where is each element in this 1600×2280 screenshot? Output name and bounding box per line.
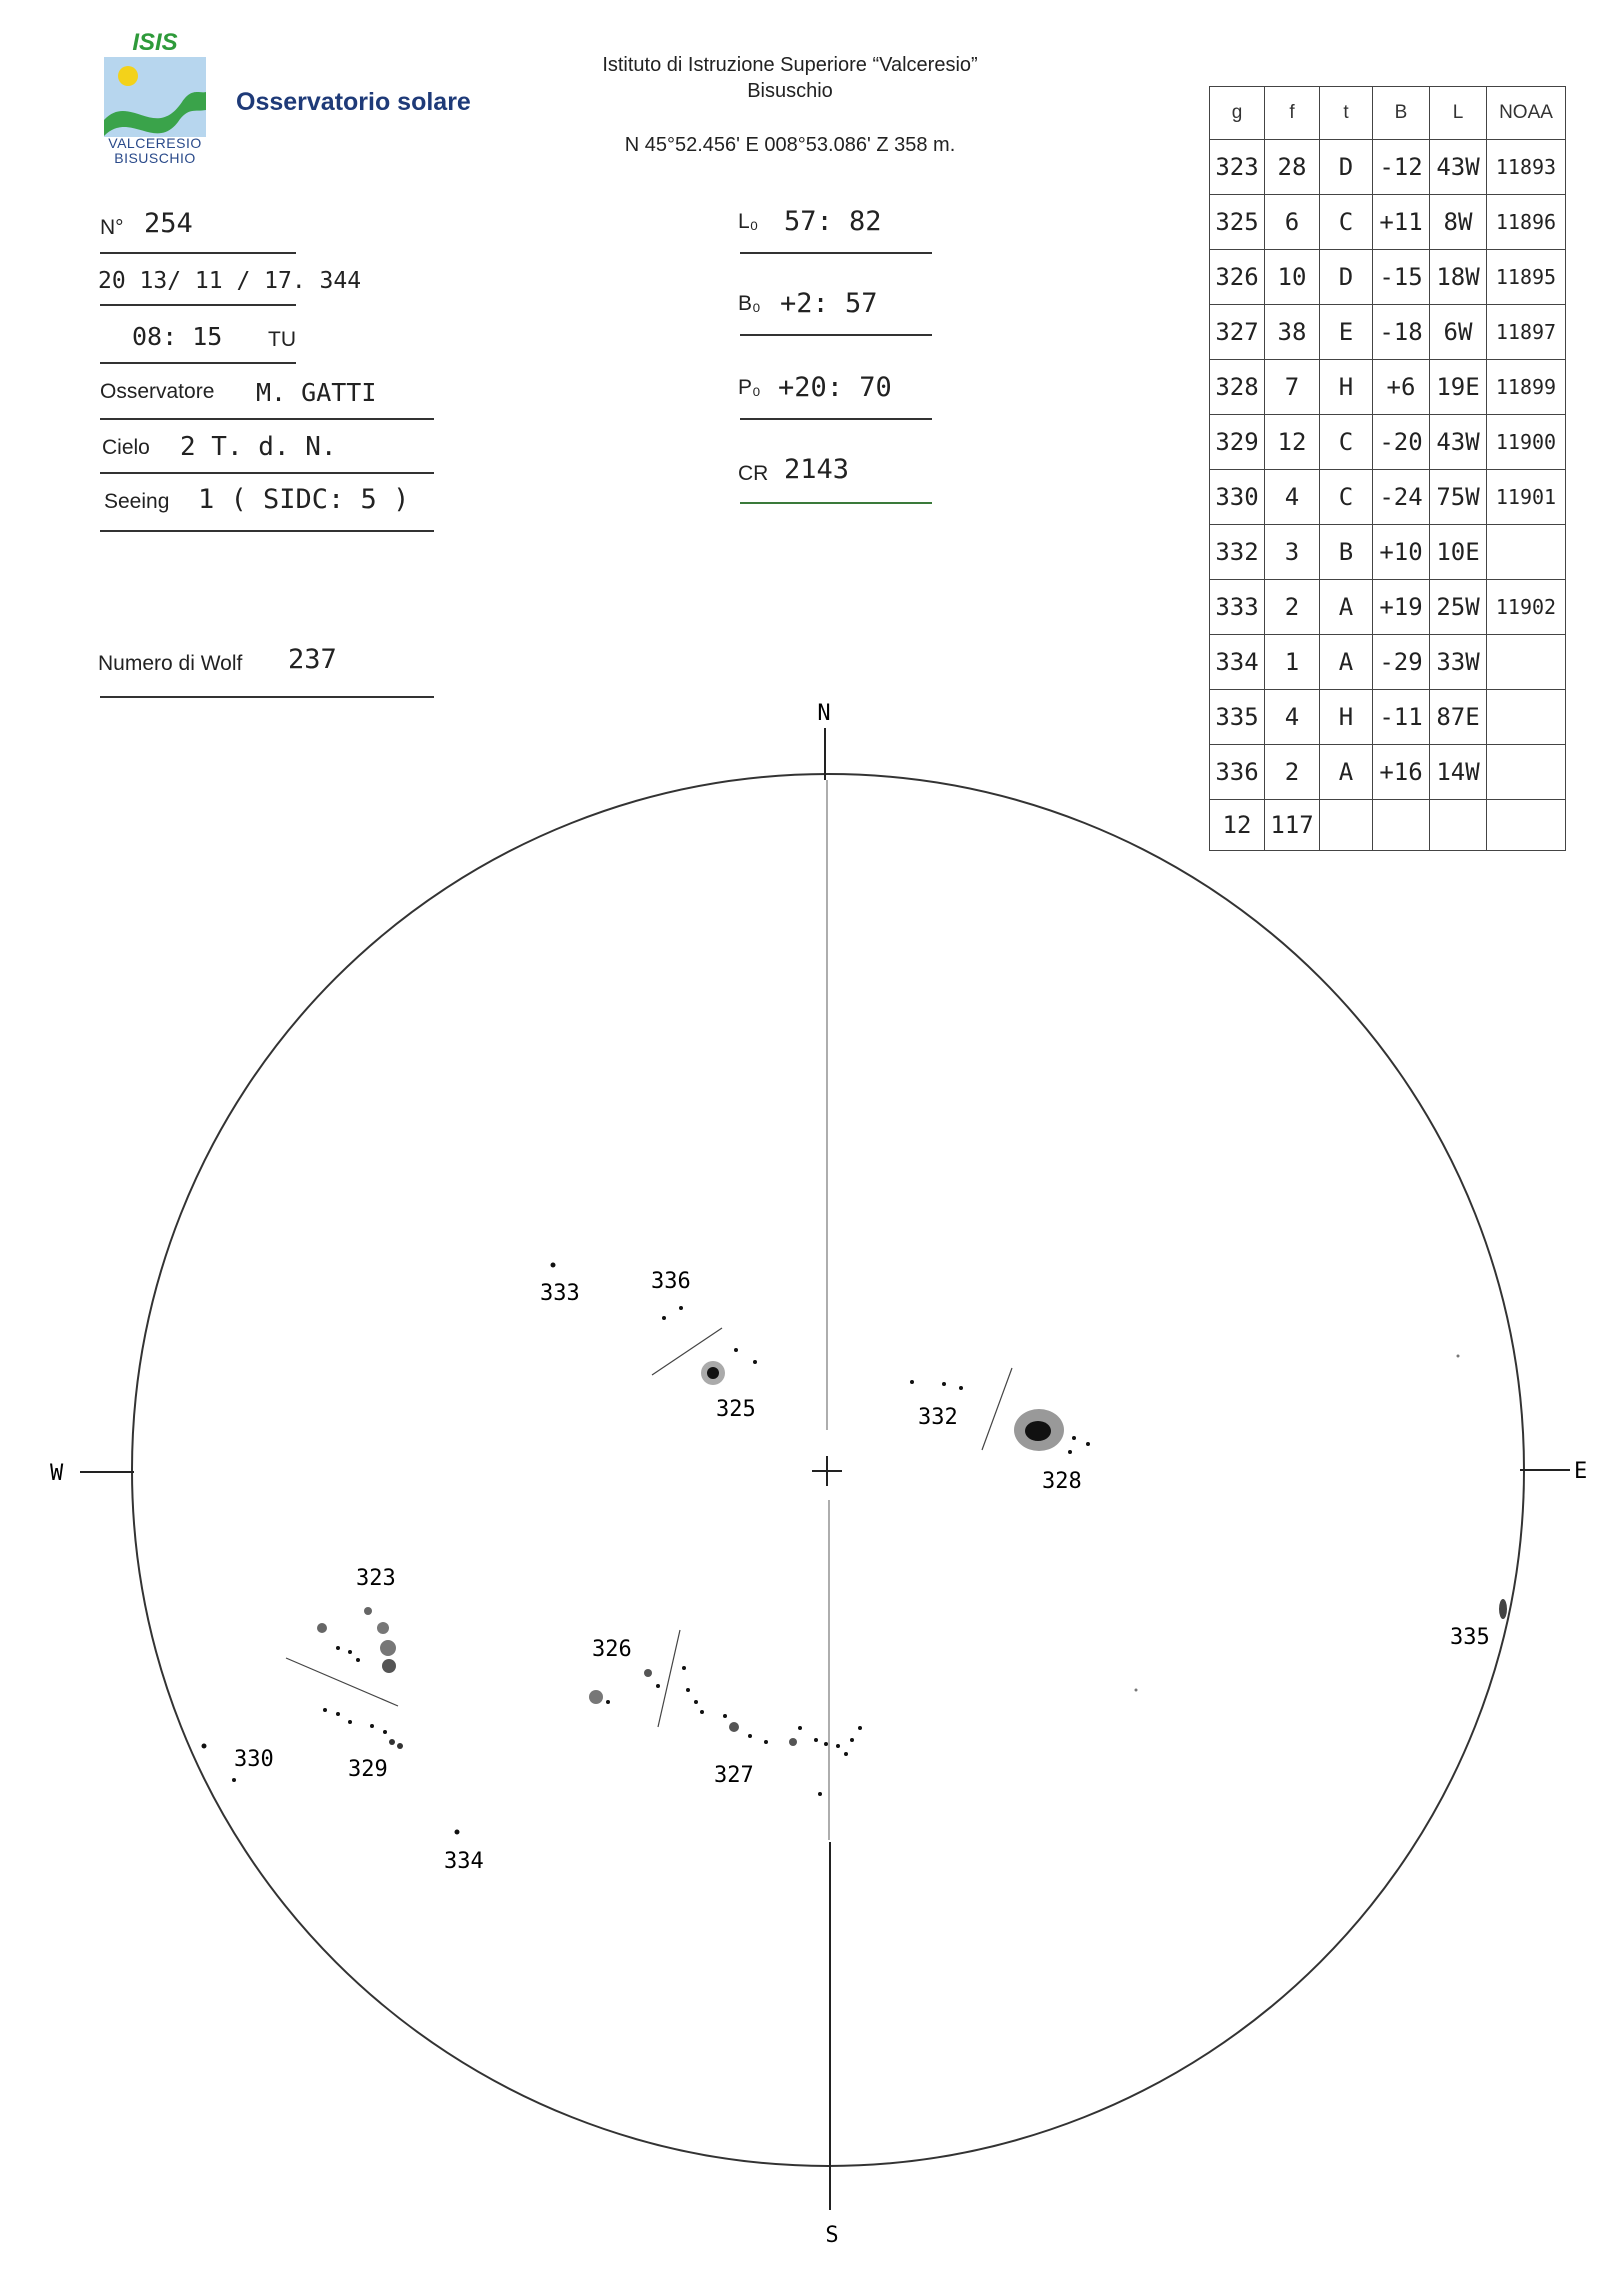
logo-caption-line1: VALCERESIO bbox=[108, 135, 202, 151]
table-cell: 12 bbox=[1265, 415, 1320, 470]
group-323-separator bbox=[286, 1658, 398, 1706]
table-cell: +10 bbox=[1373, 525, 1430, 580]
table-cell: 333 bbox=[1210, 580, 1265, 635]
spot-330-b bbox=[232, 1778, 236, 1782]
table-cell: -18 bbox=[1373, 305, 1430, 360]
col-header-f: f bbox=[1265, 87, 1320, 140]
table-cell: 11902 bbox=[1487, 580, 1566, 635]
spot-323-f bbox=[377, 1622, 389, 1634]
table-cell: +19 bbox=[1373, 580, 1430, 635]
group-label-333: 333 bbox=[540, 1281, 580, 1306]
observer-label: Osservatore bbox=[100, 380, 215, 403]
observer-value: M. GATTI bbox=[256, 378, 377, 407]
seeing-value: 1 ( SIDC: 5 ) bbox=[198, 484, 410, 515]
table-cell: 33W bbox=[1430, 635, 1487, 690]
table-cell: 336 bbox=[1210, 745, 1265, 800]
col-header-t: t bbox=[1320, 87, 1373, 140]
spot-327-c bbox=[694, 1700, 698, 1704]
spot-323-a bbox=[317, 1623, 327, 1633]
table-cell: H bbox=[1320, 690, 1373, 745]
group-label-323: 323 bbox=[356, 1566, 396, 1591]
table-cell: A bbox=[1320, 745, 1373, 800]
table-cell: 329 bbox=[1210, 415, 1265, 470]
l0-value: 57: 82 bbox=[784, 206, 882, 237]
spot-323-d bbox=[356, 1658, 360, 1662]
spot-329-b bbox=[336, 1712, 340, 1716]
group-label-326: 326 bbox=[592, 1637, 632, 1662]
spot-329-f bbox=[389, 1739, 395, 1745]
west-label: W bbox=[50, 1461, 64, 1486]
table-cell: 2 bbox=[1265, 745, 1320, 800]
spot-329-a bbox=[323, 1708, 327, 1712]
time-value: 08: 15 bbox=[132, 322, 223, 351]
spot-327-i bbox=[789, 1738, 797, 1746]
table-cell: 38 bbox=[1265, 305, 1320, 360]
table-cell: C bbox=[1320, 195, 1373, 250]
number-label: N° bbox=[100, 216, 124, 239]
table-cell: 11900 bbox=[1487, 415, 1566, 470]
table-cell: -15 bbox=[1373, 250, 1430, 305]
spot-333 bbox=[551, 1263, 556, 1268]
table-cell: -29 bbox=[1373, 635, 1430, 690]
table-cell: D bbox=[1320, 140, 1373, 195]
table-cell: +6 bbox=[1373, 360, 1430, 415]
spot-330-a bbox=[202, 1744, 207, 1749]
spot-326-c bbox=[644, 1669, 652, 1677]
spot-328-d bbox=[1068, 1450, 1072, 1454]
table-cell: 11893 bbox=[1487, 140, 1566, 195]
spot-326-d bbox=[656, 1684, 660, 1688]
group-332-separator bbox=[982, 1368, 1012, 1450]
spot-327-a bbox=[682, 1666, 686, 1670]
table-cell: A bbox=[1320, 635, 1373, 690]
table-cell: 8W bbox=[1430, 195, 1487, 250]
paper-dot-2 bbox=[1457, 1355, 1460, 1358]
table-cell: 7 bbox=[1265, 360, 1320, 415]
group-label-329: 329 bbox=[348, 1757, 388, 1782]
institute-line1: Istituto di Istruzione Superiore “Valceresio” bbox=[602, 54, 978, 76]
table-cell: 75W bbox=[1430, 470, 1487, 525]
spot-327-o bbox=[858, 1726, 862, 1730]
seeing-label: Seeing bbox=[104, 490, 170, 513]
spot-323-g bbox=[380, 1640, 396, 1656]
l0-label: L₀ bbox=[738, 210, 759, 233]
institute-line2: Bisuschio bbox=[747, 80, 833, 102]
spot-329-d bbox=[370, 1724, 374, 1728]
spot-329-c bbox=[348, 1720, 352, 1724]
table-cell: 28 bbox=[1265, 140, 1320, 195]
table-cell: E bbox=[1320, 305, 1373, 360]
table-total-cell: 117 bbox=[1265, 800, 1320, 851]
group-label-336: 336 bbox=[651, 1269, 691, 1294]
logo-caption-line2: BISUSCHIO bbox=[114, 150, 196, 166]
group-label-327: 327 bbox=[714, 1763, 754, 1788]
north-label: N bbox=[817, 701, 831, 726]
b0-value: +2: 57 bbox=[780, 288, 878, 319]
spot-323-c bbox=[348, 1650, 352, 1654]
spot-327-h bbox=[764, 1740, 768, 1744]
table-cell: 1 bbox=[1265, 635, 1320, 690]
spot-327-e bbox=[723, 1714, 727, 1718]
b0-label: B₀ bbox=[738, 292, 761, 315]
table-cell: -24 bbox=[1373, 470, 1430, 525]
spot-332-c bbox=[959, 1386, 963, 1390]
spot-327-g bbox=[748, 1734, 752, 1738]
table-cell: D bbox=[1320, 250, 1373, 305]
table-cell: H bbox=[1320, 360, 1373, 415]
table-cell: 332 bbox=[1210, 525, 1265, 580]
table-cell: -20 bbox=[1373, 415, 1430, 470]
spot-327-l bbox=[824, 1742, 828, 1746]
spot-328-umbra bbox=[1025, 1421, 1051, 1441]
group-label-335: 335 bbox=[1450, 1625, 1490, 1650]
group-label-334: 334 bbox=[444, 1849, 484, 1874]
spot-332-a bbox=[910, 1380, 914, 1384]
col-header-noaa: NOAA bbox=[1487, 87, 1566, 140]
group-label-325: 325 bbox=[716, 1397, 756, 1422]
spot-326-b bbox=[606, 1700, 610, 1704]
table-cell: 2 bbox=[1265, 580, 1320, 635]
table-cell: 25W bbox=[1430, 580, 1487, 635]
table-cell: +11 bbox=[1373, 195, 1430, 250]
number-value: 254 bbox=[144, 208, 193, 239]
table-cell: C bbox=[1320, 470, 1373, 525]
site-coordinates: N 45°52.456' E 008°53.086' Z 358 m. bbox=[624, 134, 956, 156]
spot-325-umbra bbox=[707, 1367, 719, 1379]
cr-value: 2143 bbox=[784, 454, 850, 485]
spot-325-c bbox=[753, 1360, 757, 1364]
cr-label: CR bbox=[738, 462, 769, 485]
spot-327-n bbox=[850, 1738, 854, 1742]
spot-327-p bbox=[844, 1752, 848, 1756]
table-cell: -11 bbox=[1373, 690, 1430, 745]
col-header-l: L bbox=[1430, 87, 1487, 140]
table-cell: 6 bbox=[1265, 195, 1320, 250]
table-cell: 43W bbox=[1430, 140, 1487, 195]
group-label-332: 332 bbox=[918, 1405, 958, 1430]
table-cell: 11901 bbox=[1487, 470, 1566, 525]
table-cell: 18W bbox=[1430, 250, 1487, 305]
spot-323-e bbox=[364, 1607, 372, 1615]
spot-326-a bbox=[589, 1690, 603, 1704]
spot-329-e bbox=[383, 1730, 387, 1734]
table-cell: 10E bbox=[1430, 525, 1487, 580]
table-cell: 11896 bbox=[1487, 195, 1566, 250]
p0-label: P₀ bbox=[738, 376, 761, 399]
group-326-separator bbox=[658, 1630, 680, 1727]
group-label-328: 328 bbox=[1042, 1469, 1082, 1494]
col-header-g: g bbox=[1210, 87, 1265, 140]
table-cell: A bbox=[1320, 580, 1373, 635]
col-header-b: B bbox=[1373, 87, 1430, 140]
table-cell: C bbox=[1320, 415, 1373, 470]
spot-327-q bbox=[818, 1792, 822, 1796]
spot-336-b bbox=[679, 1306, 683, 1310]
table-cell: 11897 bbox=[1487, 305, 1566, 360]
table-cell: 10 bbox=[1265, 250, 1320, 305]
spot-335 bbox=[1499, 1599, 1507, 1619]
spot-325-b bbox=[734, 1348, 738, 1352]
table-cell: 328 bbox=[1210, 360, 1265, 415]
table-total-cell: 12 bbox=[1210, 800, 1265, 851]
table-cell: 326 bbox=[1210, 250, 1265, 305]
table-cell: B bbox=[1320, 525, 1373, 580]
table-cell: +16 bbox=[1373, 745, 1430, 800]
table-cell: 4 bbox=[1265, 470, 1320, 525]
table-cell: 327 bbox=[1210, 305, 1265, 360]
date-value: 20 13/ 11 / 17. 344 bbox=[98, 268, 362, 294]
p0-value: +20: 70 bbox=[778, 372, 892, 403]
spot-327-j bbox=[798, 1726, 802, 1730]
sky-value: 2 T. d. N. bbox=[180, 432, 337, 462]
spot-327-d bbox=[700, 1710, 704, 1714]
south-label: S bbox=[825, 2223, 839, 2248]
spot-323-b bbox=[336, 1646, 340, 1650]
table-cell: 19E bbox=[1430, 360, 1487, 415]
table-cell: 334 bbox=[1210, 635, 1265, 690]
sky-label: Cielo bbox=[102, 436, 150, 459]
spot-334 bbox=[455, 1830, 460, 1835]
time-unit: TU bbox=[268, 328, 296, 351]
table-cell: 11895 bbox=[1487, 250, 1566, 305]
table-cell: 4 bbox=[1265, 690, 1320, 745]
spot-323-h bbox=[382, 1659, 396, 1673]
wolf-value: 237 bbox=[288, 644, 337, 675]
table-cell: 325 bbox=[1210, 195, 1265, 250]
spot-327-f bbox=[729, 1722, 739, 1732]
spot-327-m bbox=[836, 1744, 840, 1748]
wolf-label: Numero di Wolf bbox=[98, 652, 243, 675]
table-cell: 3 bbox=[1265, 525, 1320, 580]
table-cell: 335 bbox=[1210, 690, 1265, 745]
spot-332-b bbox=[942, 1382, 946, 1386]
logo-wordmark: ISIS bbox=[132, 32, 178, 56]
spot-336-a bbox=[662, 1316, 666, 1320]
spot-327-k bbox=[814, 1738, 818, 1742]
table-cell: 11899 bbox=[1487, 360, 1566, 415]
group-label-330: 330 bbox=[234, 1747, 274, 1772]
paper-dot-1 bbox=[1135, 1689, 1138, 1692]
spot-329-g bbox=[397, 1743, 403, 1749]
spot-328-b bbox=[1072, 1436, 1076, 1440]
table-cell: 6W bbox=[1430, 305, 1487, 360]
table-cell: 43W bbox=[1430, 415, 1487, 470]
table-cell: 330 bbox=[1210, 470, 1265, 525]
spot-328-c bbox=[1086, 1442, 1090, 1446]
observatory-title: Osservatorio solare bbox=[236, 88, 471, 116]
east-label: E bbox=[1574, 1459, 1588, 1484]
spot-327-b bbox=[686, 1688, 690, 1692]
table-cell: 323 bbox=[1210, 140, 1265, 195]
table-cell: -12 bbox=[1373, 140, 1430, 195]
table-cell: 14W bbox=[1430, 745, 1487, 800]
table-cell: 87E bbox=[1430, 690, 1487, 745]
